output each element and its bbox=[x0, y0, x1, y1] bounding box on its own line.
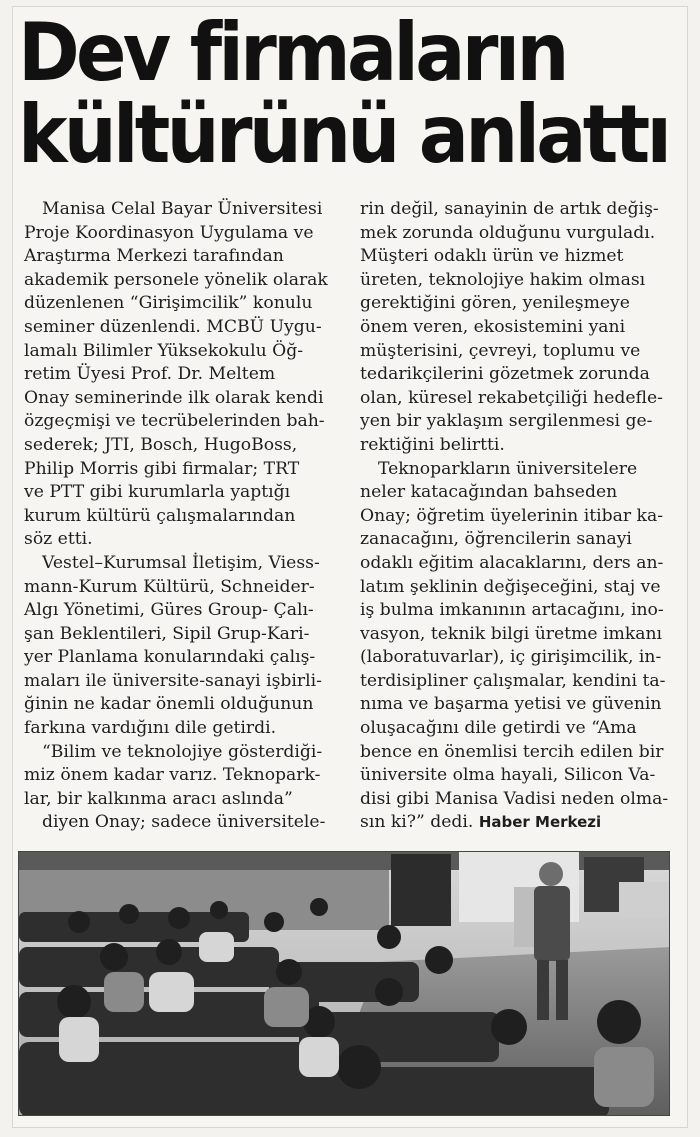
text-line-last bbox=[360, 811, 678, 835]
seminar-photo bbox=[18, 851, 670, 1116]
text-line: üreten, teknolojiye hakim olması bbox=[360, 269, 646, 290]
text-line: zanacağını, öğrencilerin sanayi bbox=[360, 529, 632, 550]
text-line: özgeçmişi ve tecrübelerinden bah- bbox=[24, 411, 325, 432]
text-line: akademik personele yönelik olarak bbox=[24, 269, 328, 290]
text-line: Manisa Celal Bayar Üniversitesi bbox=[42, 199, 323, 219]
text-line: rin değil, sanayinin de artık değiş- bbox=[360, 199, 659, 219]
text-line: (laboratuvarlar), iç girişimcilik, in- bbox=[360, 647, 662, 668]
text-line: Onay; öğretim üyelerinin itibar ka- bbox=[360, 505, 664, 526]
article-column-left bbox=[24, 198, 342, 835]
text-line: müşterisini, çevreyi, toplumu ve bbox=[360, 340, 641, 361]
text-line: Philip Morris gibi firmalar; TRT bbox=[24, 458, 300, 479]
text-line: sın ki?” dedi. bbox=[360, 812, 474, 833]
text-line: oluşacağını dile getirdi ve “Ama bbox=[360, 718, 637, 739]
text-line: iş bulma imkanının artacağını, ino- bbox=[360, 600, 664, 621]
text-line: kurum kültürü çalışmalarından bbox=[24, 505, 296, 526]
text-line: yen bir yaklaşım sergilenmesi ge- bbox=[360, 411, 653, 432]
text-line: retim Üyesi Prof. Dr. Meltem bbox=[24, 364, 276, 385]
text-line: diyen Onay; sadece üniversitele- bbox=[42, 812, 326, 833]
text-line: Araştırma Merkezi tarafından bbox=[24, 246, 284, 267]
text-line: mek zorunda olduğunu vurguladı. bbox=[360, 222, 656, 243]
text-line: latım şeklinin değişeceğini, staj ve bbox=[360, 576, 661, 597]
text-line: terdisipliner çalışmalar, kendini ta- bbox=[360, 670, 666, 691]
text-line: Teknoparkların üniversitelere bbox=[378, 458, 638, 479]
text-line: Proje Koordinasyon Uygulama ve bbox=[24, 222, 314, 243]
text-line: odaklı eğitim alacaklarını, ders an- bbox=[360, 552, 664, 573]
text-line: önem veren, ekosistemini yani bbox=[360, 316, 626, 337]
text-line: seminer düzenlendi. MCBÜ Uygu- bbox=[24, 316, 322, 337]
text-line: neler katacağından bahseden bbox=[360, 482, 618, 503]
text-line: rektiğini belirtti. bbox=[360, 434, 505, 455]
text-line: mann-Kurum Kültürü, Schneider- bbox=[24, 576, 315, 597]
headline-line-2: kültürünü anlattı bbox=[18, 88, 669, 181]
byline: Haber Merkezi bbox=[478, 813, 602, 832]
article-column-right bbox=[360, 198, 678, 835]
text-line: vasyon, teknik bilgi üretme imkanı bbox=[360, 623, 663, 644]
text-line: bence en önemlisi tercih edilen bir bbox=[360, 741, 664, 762]
text-line: ve PTT gibi kurumlarla yaptığı bbox=[24, 482, 291, 503]
text-line: Onay seminerinde ilk olarak kendi bbox=[24, 387, 324, 408]
text-line: ğinin ne kadar önemli olduğunun bbox=[24, 694, 314, 715]
text-line: farkına vardığını dile getirdi. bbox=[24, 718, 277, 739]
text-line: söz etti. bbox=[24, 529, 93, 550]
text-line: yer Planlama konularındaki çalış- bbox=[24, 647, 316, 668]
text-line: lamalı Bilimler Yüksekokulu Öğ- bbox=[24, 340, 304, 361]
text-line: disi gibi Manisa Vadisi neden olma- bbox=[360, 788, 669, 809]
text-line: düzenlenen “Girişimcilik” konulu bbox=[24, 293, 313, 314]
headline bbox=[18, 6, 669, 181]
text-line: maları ile üniversite-sanayi işbirli- bbox=[24, 670, 322, 691]
text-line: tedarikçilerini gözetmek zorunda bbox=[360, 364, 650, 385]
text-line: Vestel–Kurumsal İletişim, Viess- bbox=[42, 552, 320, 573]
text-line: üniversite olma hayali, Silicon Va- bbox=[360, 765, 656, 786]
text-line: lar, bir kalkınma aracı aslında” bbox=[24, 788, 293, 809]
headline-line-1: Dev firmaların bbox=[18, 6, 566, 99]
seminar-photo-illustration bbox=[19, 852, 670, 1116]
text-line: “Bilim ve teknolojiye gösterdiği- bbox=[42, 741, 323, 762]
text-line: nıma ve başarma yetisi ve güvenin bbox=[360, 694, 662, 715]
text-line: şan Beklentileri, Sipil Grup-Kari- bbox=[24, 623, 310, 644]
text-line: miz önem kadar varız. Teknopark- bbox=[24, 765, 321, 786]
text-line: Müşteri odaklı ürün ve hizmet bbox=[360, 246, 624, 267]
text-line: Algı Yönetimi, Güres Group- Çalı- bbox=[24, 600, 314, 621]
text-line: gerektiğini gören, yenileşmeye bbox=[360, 293, 630, 314]
text-line: olan, küresel rekabetçiliği hedefle- bbox=[360, 387, 663, 408]
text-line: sederek; JTI, Bosch, HugoBoss, bbox=[24, 434, 298, 455]
